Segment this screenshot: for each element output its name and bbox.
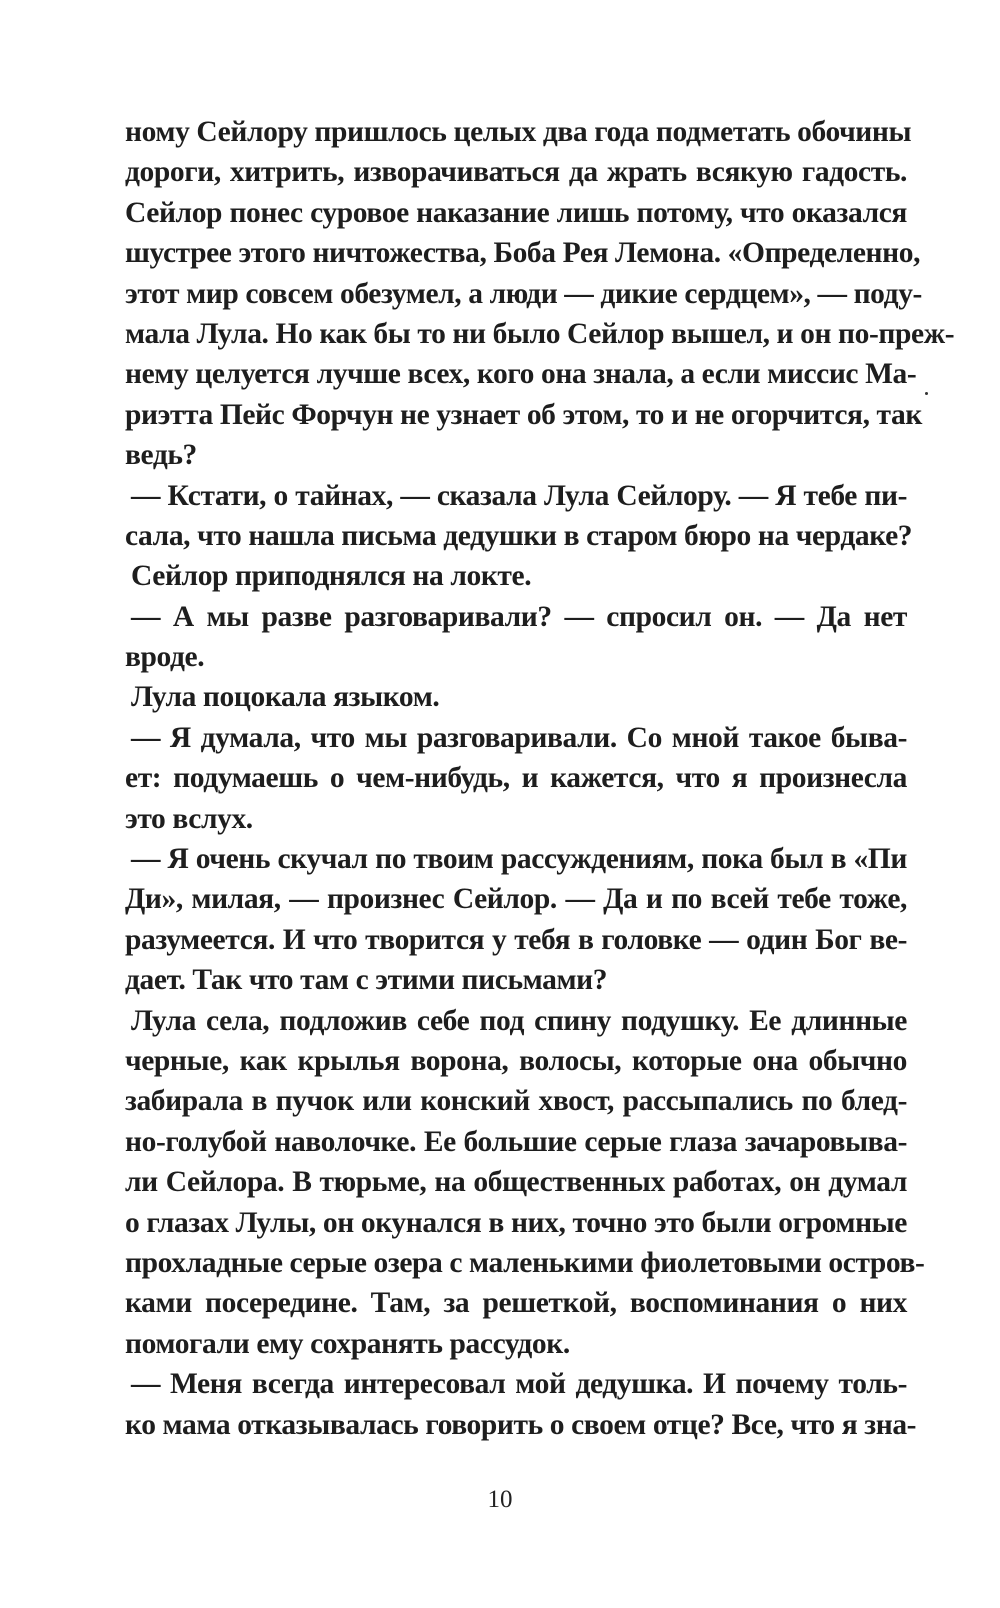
text-line: Лула села, подложив себе под спину подушку. Ее длинные (131, 1004, 907, 1037)
print-speck (925, 392, 928, 395)
text-line: — Кстати, о тайнах, — сказала Лула Сейлору. — Я тебе пи- (131, 479, 907, 512)
body-text (125, 112, 955, 1445)
text-line: — Я думала, что мы разговаривали. Со мной такое быва- (131, 721, 907, 754)
text-line: Сейлор понес суровое наказание лишь потому, что оказался (125, 196, 907, 229)
text-line: это вслух. (125, 802, 253, 835)
text-line: ками посередине. Там, за решеткой, воспоминания о них (125, 1287, 907, 1320)
text-line: ли Сейлора. В тюрьме, на общественных работах, он думал (125, 1166, 907, 1199)
text-line: мала Лула. Но как бы то ни было Сейлор вышел, и он по-преж- (125, 317, 955, 350)
text-line: ет: подумаешь о чем-нибудь, и кажется, что я произнесла (125, 762, 907, 795)
text-line: — Я очень скучал по твоим рассуждениям, пока был в «Пи (131, 843, 907, 876)
text-line: дороги, хитрить, изворачиваться да жрать всякую гадость. (125, 156, 907, 189)
text-line: нему целуется лучше всех, кого она знала, а если миссис Ма- (125, 358, 917, 391)
text-line: Ди», милая, — произнес Сейлор. — Да и по всей тебе тоже, (125, 883, 907, 916)
text-line: ко мама отказывалась говорить о своем отце? Все, что я зна- (125, 1408, 917, 1441)
text-line: вроде. (125, 641, 205, 674)
text-line: помогали ему сохранять рассудок. (125, 1327, 570, 1360)
text-line: сала, что нашла письма дедушки в старом бюро на чердаке? (125, 519, 913, 552)
text-line: о глазах Лулы, он окунался в них, точно это были огромные (125, 1206, 907, 1239)
text-line: Лула поцокала языком. (131, 681, 440, 714)
text-line: забирала в пучок или конский хвост, рассыпались по блед- (125, 1085, 907, 1118)
text-line: шустрее этого ничтожества, Боба Рея Лемона. «Определенно, (125, 237, 921, 270)
text-line: — Меня всегда интересовал мой дедушка. И почему толь- (131, 1368, 907, 1401)
text-line: этот мир совсем обезумел, а люди — дикие сердцем», — поду- (125, 277, 922, 310)
text-line: ведь? (125, 439, 197, 472)
text-line: прохладные серые озера с маленькими фиолетовыми остров- (125, 1246, 925, 1279)
text-line: риэтта Пейс Форчун не узнает об этом, то и не огорчится, так (125, 398, 922, 431)
text-line: разумеется. И что творится у тебя в головке — один Бог ве- (125, 923, 907, 956)
page-number: 10 (487, 1486, 513, 1513)
text-line: ному Сейлору пришлось целых два года подметать обочины (125, 116, 912, 148)
text-line: черные, как крылья ворона, волосы, которые она обычно (125, 1044, 907, 1077)
text-line: но-голубой наволочке. Ее большие серые глаза зачаровыва- (125, 1125, 907, 1158)
text-line: — А мы разве разговаривали? — спросил он. — Да нет (131, 600, 907, 633)
text-line: дает. Так что там с этими письмами? (125, 964, 608, 997)
text-line: Сейлор приподнялся на локте. (131, 560, 532, 593)
